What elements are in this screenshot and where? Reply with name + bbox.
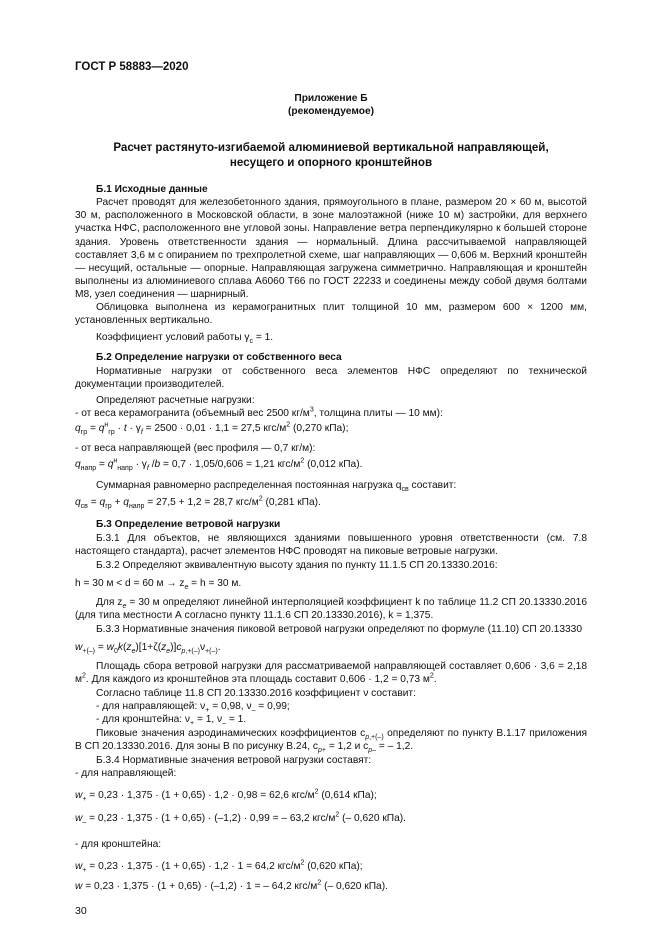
paragraph: - для направляющей:	[75, 768, 177, 779]
paragraph: Площадь сбора ветровой нагрузки для рассматриваемой направляющей составляет 0,606 · 3,6 = 2,18 $м^2$. Для каждого из кронштейнов эта площадь составит 0,606 · 1,2 = 0,73 $м^2$.	[75, 661, 587, 686]
paragraph: Б.3.2 Определяют эквивалентную высоту здания по пункту 11.1.5 СП 20.13330.2016:	[96, 560, 498, 571]
appendix-title-line1: Расчет растянуто-изгибаемой алюминиевой вертикальной направляющей,	[113, 141, 549, 154]
formula-q-gr: $q_{гр} = q^н_{гр} \cdot t \cdot \gamma_f = 2500 \cdot 0,01 \cdot 1,1 = 27,5$ кгс/$м^2$ (0,270 кПа);	[75, 421, 349, 437]
standard-header: ГОСТ Р 58883—2020	[75, 61, 189, 73]
formula-w-plus-rail: $w_+ = 0,23 \cdot 1,375 \cdot (1 + 0,65) \cdot 1,2 \cdot 0,98 = 62,6$ кгс/$м^2$ (0,614 кПа);	[75, 788, 377, 804]
formula-w-minus-bracket: w = 0,23 · 1,375 · (1 + 0,65) · (–1,2) · 1 = – 64,2 кгс/$м^2$ (– 0,620 кПа).	[75, 879, 388, 892]
section-heading-b2: Б.2 Определение нагрузки от собственного веса	[96, 352, 342, 363]
formula-w-minus-rail: $w_- = 0,23 \cdot 1,375 \cdot (1 + 0,65) \cdot (-1,2) \cdot 0,99$ = – 63,2 кгс/$м^2$ (– 0,620 кПа).	[75, 811, 407, 827]
page-number: 30	[75, 905, 87, 917]
paragraph: - для кронштейна:	[75, 839, 162, 850]
section-heading-b1: Б.1 Исходные данные	[96, 184, 208, 195]
formula-q-sv: $q_{св} = q_{гр} + q_{напр} = 27,5 + 1,2 = 28,7$ кгс/$м^2$ (0,281 кПа).	[75, 495, 321, 511]
formula-11-10: $w_{+(-)} = w_0k(z_e)[1+\zeta(z_e)]c_{p,+(-)}\nu_{+(-)}$.	[75, 642, 221, 656]
paragraph: - от веса керамогранита (объемный вес 2500 $кг/м^3$, толщина плиты — 10 мм):	[75, 406, 443, 419]
appendix-status: (рекомендуемое)	[287, 106, 375, 117]
paragraph: - для кронштейна: $\nu_+ = 1$, $\nu_- = 1$.	[96, 714, 247, 728]
formula-q-napr: $q_{напр} = q^н_{напр} \cdot \gamma_f$ /b = 0,7 · 1,05/0,606 = 1,21 кгс/$м^2$ (0,012 кПа).	[75, 457, 363, 473]
paragraph: Суммарная равномерно распределенная постоянная нагрузка $q_{св}$ составит:	[96, 480, 457, 494]
paragraph: Согласно таблице 11.8 СП 20.13330.2016 коэффициент ν составит:	[96, 688, 416, 699]
paragraph: Б.3.3 Нормативные значения пиковой ветровой нагрузки определяют по формуле (11.10) СП 20.13330	[96, 624, 583, 635]
formula-height: h = 30 м < d = 60 $м \to z_e = h = 30$ м.	[75, 578, 242, 592]
paragraph: Определяют расчетные нагрузки:	[96, 395, 255, 406]
appendix-title-line2: несущего и опорного кронштейнов	[229, 156, 433, 169]
paragraph: Для $z_e = 30$ м определяют линейной интерполяцией коэффициент k по таблице 11.2 СП 20.13330.2016 (для типа местности А согласно пункту 11.1.6 СП 20.13330.2016), k = 1,375.	[75, 597, 587, 622]
paragraph: Б.3.1 Для объектов, не являющихся зданиями повышенного уровня ответственности (см. 7.8 настоящего стандарта), расчет элементов НФС проводят на пиковые ветровые нагрузки.	[75, 533, 587, 558]
paragraph: Расчет проводят для железобетонного здания, прямоугольного в плане, размером 20 × 60 м, высотой 30 м, расположенного в Московской области, в зоне малоэтажной (ниже 10 м) застройки, для верхнего участка НФС, расположенного вне угловой зоны. Направление ветра перпендикулярно к большей стороне здания. Уровень ответственности здания — нормальный. Длина рассчитываемой направляющей составляет 3,6 м с опиранием по трехпролетной схеме, шаг направляющих — 0,606 м. Верхний кронштейн — несущий, остальные — опорные. Направляющая загружена симметрично. Направляющая и кронштейн выполнены из алюминиевого сплава А6060 Т66 по ГОСТ 22233 и соединены между собой двумя болтами М8, узел соединения — шарнирный.	[75, 197, 587, 301]
paragraph: Облицовка выполнена из керамогранитных плит толщиной 10 мм, размером 600 × 1200 мм, установленных вертикально.	[75, 302, 587, 327]
appendix-label: Приложение Б	[294, 93, 368, 104]
paragraph: Коэффициент условий работы $\gamma_c = 1$.	[96, 332, 274, 346]
paragraph: Нормативные нагрузки от собственного веса элементов НФС определяют по технической документации производителей.	[75, 366, 587, 391]
section-heading-b3: Б.3 Определение ветровой нагрузки	[96, 519, 281, 530]
paragraph: - для направляющей: $\nu_+ = 0,98$, $\nu_- = 0,99$;	[96, 701, 290, 715]
formula-w-plus-bracket: $w_+ = 0,23 \cdot 1,375 \cdot (1 + 0,65) \cdot 1,2 \cdot 1 = 64,2$ кгс/$м^2$ (0,620 кПа);	[75, 859, 363, 875]
paragraph: Б.3.4 Нормативные значения ветровой нагрузки составят:	[96, 755, 372, 766]
paragraph: Пиковые значения аэродинамических коэффициентов $c_{p,+(-)}$ определяют по пункту В.1.17 приложения В СП 20.13330.2016. Для зоны В по рисунку В.24, $c_{p+} = 1,2$ и $c_{p-}$ = – 1,2.	[75, 728, 588, 755]
paragraph: - от веса направляющей (вес профиля — 0,7 кг/м):	[75, 443, 316, 454]
